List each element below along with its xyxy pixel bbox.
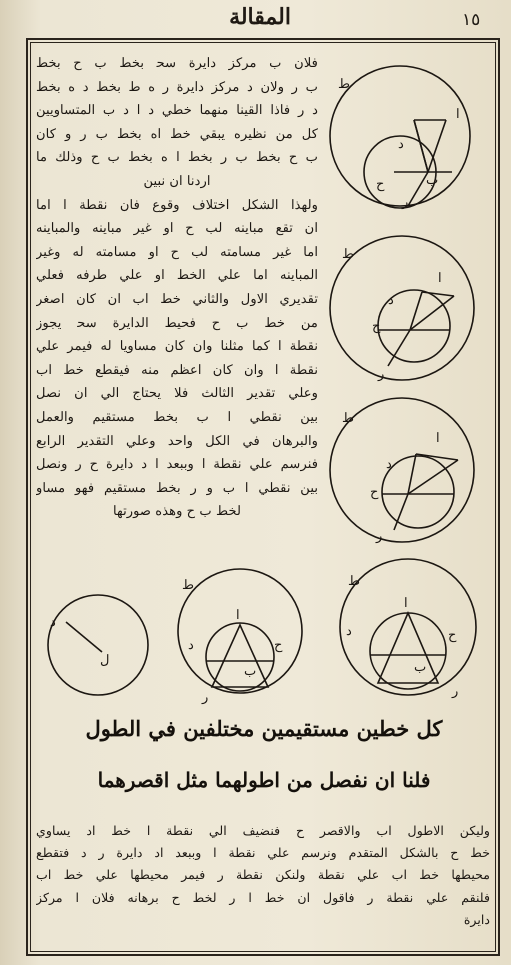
letter-label: ر: [202, 690, 209, 705]
lower-text-block: [36, 820, 490, 931]
letter-label: ب: [244, 664, 257, 679]
triangle: [378, 613, 438, 683]
inner-circle: [370, 613, 446, 689]
letter-label: ر: [376, 529, 383, 544]
letter-label: ط: [348, 574, 361, 589]
text-line: ب ر ولان د مركز دايرة ر ه ط بخط د ه بخط: [36, 79, 318, 95]
geometry-figure-1: [316, 60, 506, 210]
text-line: بين نقطي ا ب و ر بخط مستقيم فهو مساو: [36, 480, 318, 496]
letter-label: د: [346, 624, 352, 639]
text-line: وعلي تقدير الثالث فلا يحتاج الي ان نصل: [36, 386, 318, 402]
letter-label: ب: [414, 660, 427, 675]
letter-label: د: [388, 293, 394, 308]
text-line: محيطها خط اب علي نقطة ولنكن نقطة ر فيمر محيطها علي خط اب: [36, 867, 490, 883]
page-number: ١٥: [462, 10, 481, 30]
geometry-figure-4: [318, 555, 498, 705]
letter-label: ر: [378, 367, 385, 382]
letter-label: ا: [456, 107, 460, 122]
letter-label: ط: [182, 578, 195, 593]
text-line: فلان ب مركز دايرة ﺳﺤ بخط ب ح بخط: [36, 56, 318, 71]
letter-label: ط: [342, 411, 355, 426]
proposition-heading: كل خطين مستقيمين مختلفين في الطول: [85, 716, 443, 741]
text-line: اما غير مسامته لب ح او مسامته له وغير: [36, 244, 318, 260]
text-line: وليكن الاطول اب والاقصر ح فنضيف الي نقطة ا خط اد يساوي: [36, 823, 490, 838]
text-line: من خط ب ح فحيط الدايرة ﺳﺤ يجوز: [36, 315, 318, 331]
circle: [48, 595, 148, 695]
text-line: خط ح بالشكل المتقدم ونرسم علي نقطة ا وببعد اد دايرة ر د فتقطع: [36, 845, 490, 861]
text-line: بين نقطي ا ب بخط مستقيم والعمل: [36, 409, 318, 425]
letter-label: د: [386, 457, 392, 472]
letter-label: د: [50, 615, 56, 630]
letter-label: ح: [274, 638, 283, 653]
inner-circle: [382, 456, 454, 528]
triangle: [212, 625, 268, 687]
text-line: والبرهان في الكل واحد وعلي التقدير الرابع: [36, 433, 318, 449]
letter-label: ر: [402, 195, 409, 210]
proposition-subheading: فلنا ان نفصل من اطولهما مثل اقصرهما: [97, 768, 431, 792]
text-line: ب ح بخط ب ر بخط ا ه بخط ب ح وذلك ما: [36, 150, 318, 166]
segment: [410, 292, 422, 330]
geometry-figure-6: [38, 590, 158, 700]
text-line: فلنقم علي نقطة ر فاقول ان خط ا ر لخط ح برهانه فلان ا مركز: [36, 889, 490, 905]
letter-label: ط: [342, 247, 355, 262]
letter-label: ح: [376, 177, 385, 192]
letter-label: د: [188, 638, 194, 653]
main-text-block: [36, 52, 318, 524]
text-line: نقطة ا وان كان اعظم منه فيقطع خط اب: [36, 362, 318, 378]
letter-label: ا: [438, 271, 442, 286]
text-line: دايرة: [463, 911, 490, 927]
text-line: اردنا ان نبين: [143, 173, 211, 189]
text-line: فنرسم علي نقطة ا وببعد ا د دايرة ح ر ونصل: [36, 457, 318, 473]
outer-circle: [178, 569, 302, 693]
page-title: المقالة: [229, 4, 291, 30]
letter-label: ح: [448, 628, 457, 643]
letter-label: ر: [452, 684, 459, 699]
letter-label: ل: [100, 653, 110, 668]
inner-circle: [206, 623, 274, 691]
text-line: كل من نظيره يبقي خط اه بخط ب ر و كان: [36, 126, 318, 142]
segment: [66, 622, 102, 652]
text-line: ان تقع مباينه لب ح او غير مباينه والمباينه: [36, 221, 318, 237]
text-line: د ر فاذا القينا منهما خطي د ا د ب المتساويين: [36, 103, 318, 119]
geometry-figure-3: [318, 392, 508, 552]
letter-label: ا: [436, 431, 440, 446]
segment: [422, 292, 454, 296]
geometry-figure-2: [318, 230, 508, 390]
outer-circle: [340, 559, 476, 695]
letter-label: ح: [372, 319, 381, 334]
text-line: ولهذا الشكل اختلاف وقوع فان نقطة ا اما: [36, 197, 318, 213]
letter-label: ح: [370, 485, 379, 500]
letter-label: ا: [404, 596, 408, 611]
geometry-figure-5: [160, 565, 320, 705]
segment: [408, 454, 416, 494]
text-line: نقطة ا كما مثلنا وان كان مساويا له فيمر علي: [36, 339, 318, 355]
text-line: تقديري الاول والثاني خط اب ان كان اصغر: [36, 291, 318, 307]
letter-label: ط: [338, 77, 351, 92]
letter-label: د: [398, 137, 404, 152]
letter-label: ا: [236, 608, 240, 623]
text-line: لخط ب ح وهذه صورتها: [112, 504, 242, 520]
segment: [428, 120, 446, 172]
letter-label: ب: [426, 173, 439, 188]
text-line: المباينه اما علي الخط او علي طرفه فعلي: [36, 268, 318, 284]
page-header: [0, 0, 511, 40]
